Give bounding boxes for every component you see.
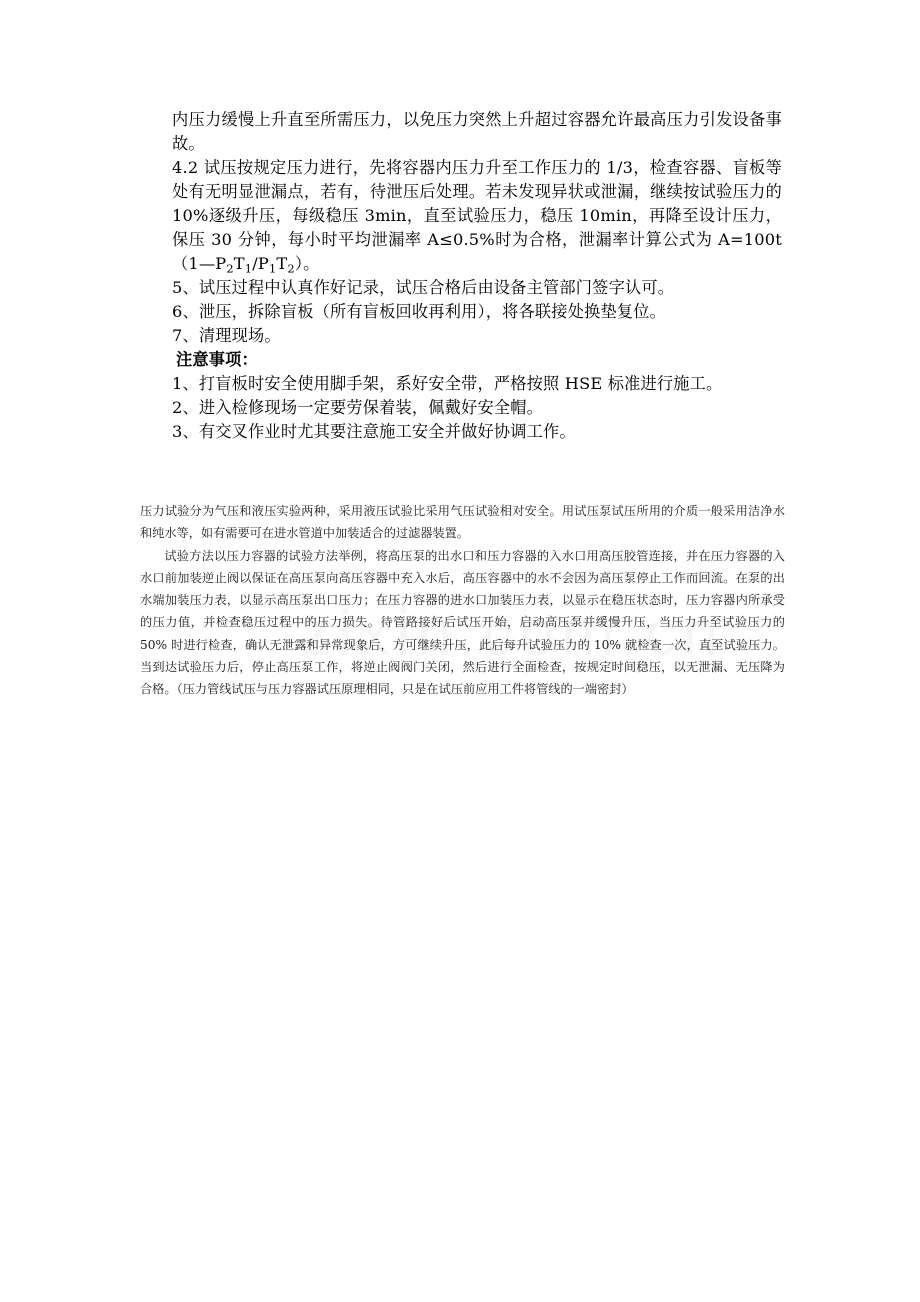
test-method-paragraph: 试验方法以压力容器的试验方法举例，将高压泵的出水口和压力容器的入水口用高压胶管连接，并在压力容器的入水口前加装逆止阀以保证在高压泵向高压容器中充入水后，高压容器中的水不会因为高压泵停止工作而回流。在泵的出水端加装压力表，以显示高压泵出口压力；在压力容器的进水口加装压力表，以显示在稳压状态时，压力容器内所承受的压力值，并检查稳压过程中的压力损失。待管路接好后试压开始，启动高压泵并缓慢升压，当压力升至试验压力的 50% 时进行检查，确认无泄露和异常现象后，方可继续升压，此后每升试验压力的 10% 就检查一次，直至试验压力。当到达试验压力后，停止高压泵工作，将逆止阀阀门关闭，然后进行全面检查，按规定时间稳压，以无泄漏、无压降为合格。（压力管线试压与压力容器试压原理相同，只是在试压前应用工件将管线的一端密封） — [140, 548, 785, 697]
formula-symbol: T — [233, 254, 245, 273]
procedure-section — [172, 108, 782, 444]
intro-paragraph: 压力试验分为气压和液压实验两种，采用液压试验比采用气压试验相对安全。用试压泵试压所用的介质一般采用洁净水和纯水等，如有需要可在进水管道中加装适合的过滤器装置。 — [140, 504, 785, 541]
step-7-item: 7、清理现场。 — [172, 326, 281, 345]
step-4-2-text: 4.2 试压按规定压力进行，先将容器内压力升至工作压力的 1/3，检查容器、盲板等处有无明显泄漏点，若有，待泄压后处理。若未发现异状或泄漏，继续按试验压力的 10%逐级升压，每级稳压 3min，直至试验压力，稳压 10min，再降至设计压力，保压 30 分钟，每小时平均泄漏率 A≤0.5%时为合格，泄漏率计算公式为 A=100t（1—P — [172, 158, 782, 273]
step-4-2-paragraph — [172, 156, 782, 276]
formula-subscript: 2 — [226, 261, 234, 276]
note-item: 1、打盲板时安全使用脚手架，系好安全带，严格按照 HSE 标准进行施工。 — [172, 374, 723, 393]
note-item: 3、有交叉作业时尤其要注意施工安全并做好协调工作。 — [172, 422, 576, 441]
note-item: 2、进入检修现场一定要劳保着装，佩戴好安全帽。 — [172, 398, 544, 417]
formula-end: ）。 — [294, 254, 320, 273]
formula-subscript: 2 — [287, 261, 295, 276]
formula-subscript: 1 — [244, 261, 253, 276]
pressure-test-explanation — [140, 500, 785, 701]
formula-symbol: /P — [252, 254, 269, 273]
step-5-item: 5、试压过程中认真作好记录，试压合格后由设备主管部门签字认可。 — [172, 278, 675, 297]
formula-symbol: T — [276, 254, 288, 273]
pressure-rise-paragraph: 内压力缓慢上升直至所需压力，以免压力突然上升超过容器允许最高压力引发设备事故。 — [172, 110, 782, 153]
formula-subscript: 1 — [268, 261, 277, 276]
notes-heading: 注意事项： — [176, 350, 258, 369]
step-6-item: 6、泄压，拆除盲板（所有盲板回收再利用），将各联接处换垫复位。 — [172, 302, 667, 321]
